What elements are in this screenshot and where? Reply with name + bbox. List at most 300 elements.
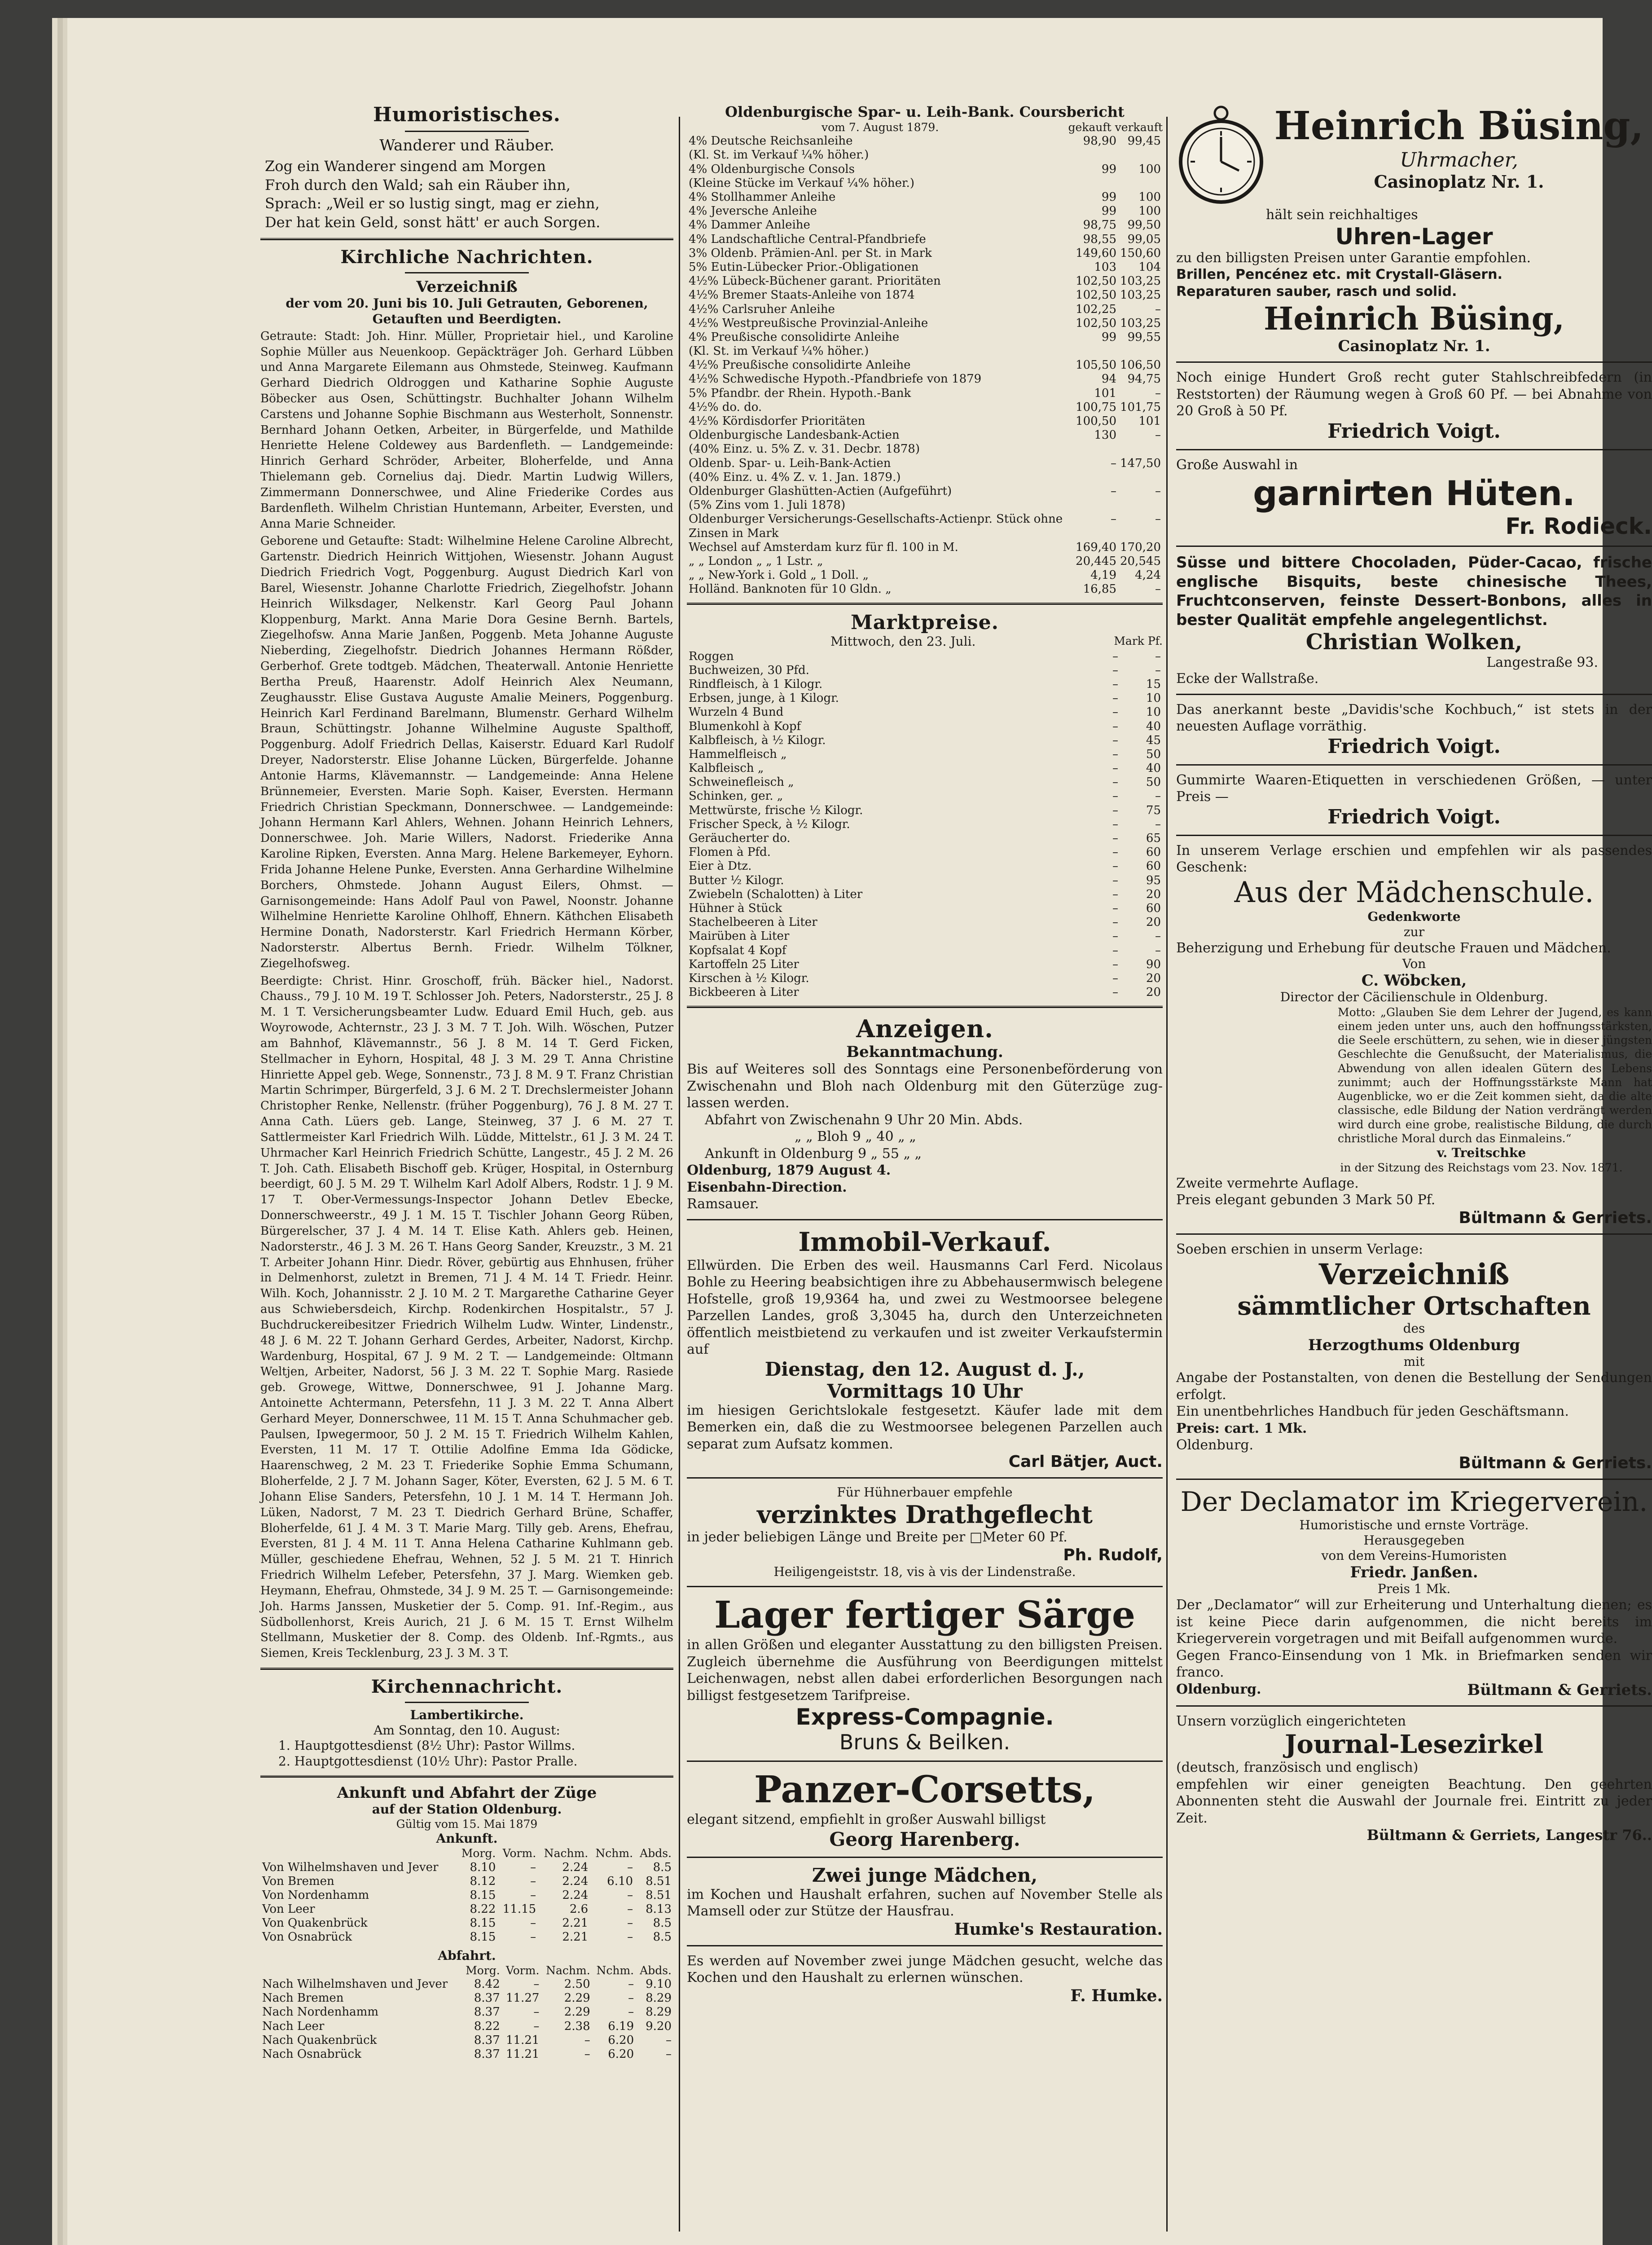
- table-cell: Von Leer: [262, 1902, 315, 1916]
- table-row: [687, 148, 1163, 162]
- divider: [1176, 694, 1652, 695]
- arrival-table: [260, 1846, 673, 1944]
- table-cell: –: [530, 1860, 536, 1874]
- table-cell: [1118, 471, 1163, 484]
- table-row: [687, 163, 1163, 176]
- table-cell: Kalbfleisch „: [689, 762, 764, 775]
- table-cell: –: [1112, 691, 1118, 705]
- table-cell: 103,25: [1120, 316, 1161, 330]
- corset-heading: Panzer-Corsetts,: [754, 1768, 1096, 1812]
- table-cell: –: [530, 1888, 536, 1902]
- table-cell: (5% Zins vom 1. Juli 1878): [689, 498, 846, 512]
- table-cell: –: [627, 1902, 633, 1916]
- table-header: Nchm.: [596, 1963, 634, 1977]
- exchange-table: [687, 134, 1163, 596]
- table-cell: Mairüben à Liter: [689, 929, 790, 943]
- table-row: [260, 1977, 673, 1991]
- table-cell: 40: [1146, 762, 1161, 775]
- declamator-sub: Humoristische und ernste Vorträge.: [1299, 1517, 1529, 1532]
- book-motto-sign-2: in der Sitzung des Reichstags vom 23. Nov. 1871.: [1340, 1161, 1623, 1175]
- table-row: [687, 134, 1163, 148]
- table-row: [687, 804, 1163, 818]
- divider: [687, 1586, 1163, 1587]
- table-cell: [260, 1846, 456, 1860]
- col-bought: gekauft: [1068, 121, 1112, 134]
- table-row: [687, 247, 1163, 260]
- table-cell: 11.15: [502, 1902, 536, 1916]
- table-cell: Roggen: [689, 649, 734, 663]
- table-cell: –: [1112, 719, 1118, 733]
- table-header: Nachm.: [544, 1847, 589, 1860]
- places-title-2: sämmtlicher Ortschaften: [1237, 1291, 1591, 1321]
- table-row: [260, 2047, 673, 2061]
- table-cell: Rindfleisch, à 1 Kilogr.: [689, 677, 823, 691]
- table-row: [687, 859, 1163, 873]
- table-cell: –: [1112, 943, 1118, 957]
- table-cell: [1074, 148, 1118, 162]
- column-rule: [679, 117, 680, 2232]
- register-subtitle: der vom 20. Juni bis 10. Juli Getrauten, Geborenen, Getauften und Beerdigten.: [286, 296, 648, 326]
- table-cell: 2.6: [569, 1902, 589, 1916]
- table-row: [260, 1888, 673, 1902]
- places-text: Angabe der Postanstalten, von denen die Bestellung der Sendungen erfolgt.: [1176, 1370, 1652, 1403]
- table-cell: Eier à Dtz.: [689, 859, 752, 873]
- table-cell: Buchweizen, 30 Pfd.: [689, 663, 809, 677]
- married-list: Getraute: Stadt: Joh. Hinr. Müller, Proprietair hiel., und Karoline Sophie Müller aus Neuenkoop. Gepäckträger Joh. Gerhard Lübben und Anna Margarete Eilemann aus Ohmstede, Steinweg. Kaufmann Gerhard Diedrich Oldroggen und Katharine Sophie Auguste Böbecker aus Osen, Schüttingstr. Buchhalter Johann Wilhelm Carstens und Johanne Sophie Bischmann aus Westerholt, Sonnenstr. Bernhard Johann Oetken, Arbeiter, in Bürgerfelde, und Mathilde Henriette Helene Coldewey aus Bardenfleth. — Landgemeinde: Hinrich Gerhard Schröder, Arbeiter, Bloherfelde, und Anna Thielemann geb. Cornelius daj. Diedr. Martin Ludwig Willers, Zimmermann Donnerschwee, und Aline Friederike Cordes aus Bardenfleth. Wilhelm Christian Huntemann, Arbeiter, Eversten, und Anna Marie Schneider.: [260, 329, 673, 531]
- table-row: [260, 1902, 673, 1916]
- places-mit: mit: [1403, 1354, 1425, 1369]
- table-cell: 6.10: [607, 1874, 633, 1888]
- table-row: [687, 358, 1163, 372]
- table-cell: 102,50: [1076, 274, 1117, 288]
- maids-heading: Zwei junge Mädchen,: [812, 1864, 1038, 1886]
- table-row: [687, 498, 1163, 512]
- table-cell: –: [1112, 832, 1118, 845]
- table-cell: 8.37: [474, 2047, 500, 2061]
- table-cell: 99: [1101, 162, 1117, 176]
- exchange-cols: [1068, 120, 1163, 134]
- table-cell: 50: [1146, 747, 1161, 761]
- table-cell: 65: [1146, 832, 1161, 845]
- table-row: [260, 2005, 673, 2019]
- table-cell: –: [1155, 663, 1161, 677]
- corset-text: elegant sitzend, empfiehlt in großer Auswahl billigst: [687, 1812, 1046, 1828]
- table-cell: 4,19: [1090, 568, 1117, 582]
- table-cell: 4% Stollhammer Anleihe: [689, 190, 836, 204]
- table-cell: –: [1112, 663, 1118, 677]
- declamator-sign-row: [1176, 1681, 1652, 1699]
- exchange-date: vom 7. August 1879.: [822, 121, 939, 134]
- table-cell: 102,50: [1076, 316, 1117, 330]
- watchmaker-address: Casinoplatz Nr. 1.: [1374, 172, 1544, 192]
- table-cell: 98,90: [1083, 134, 1117, 148]
- table-cell: 5% Pfandbr. der Rhein. Hypoth.-Bank: [689, 386, 911, 400]
- cookbook-merchant: Friedrich Voigt.: [1327, 735, 1501, 758]
- table-cell: 4½% Preußische consolidirte Anleihe: [689, 358, 911, 372]
- table-cell: 8.51: [646, 1888, 672, 1902]
- table-row: [687, 512, 1163, 540]
- table-header: Vorm.: [502, 1847, 536, 1860]
- divider: [1176, 835, 1652, 836]
- table-row: [687, 457, 1163, 471]
- places-pre: Soeben erschien in unserm Verlage:: [1176, 1241, 1424, 1257]
- divider: [687, 1857, 1163, 1858]
- table-cell: Wurzeln 4 Bund: [689, 705, 784, 719]
- arrival-rows: [260, 1861, 673, 1945]
- table-cell: –: [1111, 484, 1117, 498]
- table-cell: [1074, 442, 1118, 456]
- watchmaker-line: Brillen, Pencénez etc. mit Crystall-Gläsern.: [1176, 267, 1503, 282]
- table-cell: 102,25: [1076, 302, 1117, 316]
- col-sold: verkauft: [1115, 121, 1163, 134]
- table-row: [687, 832, 1163, 845]
- table-row: [687, 372, 1163, 386]
- maids-wanted-text: Es werden auf November zwei junge Mädchen gesucht, welche das Kochen und den Haushalt zu erlernen wünschen.: [687, 1953, 1163, 1986]
- table-cell: 98,55: [1083, 232, 1117, 246]
- declamator-hg: Herausgegeben: [1363, 1533, 1465, 1548]
- table-cell: 98,75: [1083, 218, 1117, 232]
- table-cell: Nach Quakenbrück: [262, 2033, 377, 2047]
- hats-pre: Große Auswahl in: [1176, 457, 1298, 473]
- chocolate-address: Langestraße 93.: [1486, 655, 1598, 670]
- table-cell: –: [1155, 582, 1161, 596]
- table-cell: Zwiebeln (Schalotten) à Liter: [689, 887, 863, 901]
- table-cell: Nach Bremen: [262, 1991, 344, 2005]
- places-price: Preis: cart. 1 Mk.: [1176, 1420, 1307, 1436]
- table-row: [687, 650, 1163, 664]
- table-cell: 100,75: [1076, 400, 1117, 414]
- church-name: Lambertikirche.: [410, 1708, 524, 1723]
- table-cell: [1118, 498, 1163, 512]
- table-cell: –: [1112, 957, 1118, 971]
- declamator-price: Preis 1 Mk.: [1377, 1581, 1451, 1597]
- table-cell: 8.15: [470, 1888, 496, 1902]
- table-row: [260, 2020, 673, 2034]
- divider: [1176, 449, 1652, 450]
- book-motto-sign: v. Treitschke: [1437, 1145, 1526, 1161]
- coffin-company: Express-Compagnie.: [795, 1704, 1054, 1730]
- table-cell: –: [1112, 803, 1118, 817]
- book-von: Von: [1402, 956, 1426, 972]
- newspaper-page: [67, 18, 1652, 2245]
- table-cell: –: [1112, 859, 1118, 873]
- table-cell: Von Osnabrück: [262, 1930, 352, 1944]
- table-row: [687, 541, 1163, 555]
- table-cell: [1118, 148, 1163, 162]
- table-cell: Kirschen à ½ Kilogr.: [689, 971, 809, 985]
- table-cell: 4% Jeversche Anleihe: [689, 204, 817, 218]
- humor-heading: Humoristisches.: [373, 103, 561, 126]
- watchmaker-address-2: Casinoplatz Nr. 1.: [1338, 337, 1490, 355]
- table-cell: 4½% Carlsruher Anleihe: [689, 302, 835, 316]
- table-cell: 3% Oldenb. Prämien-Anl. per St. in Mark: [689, 246, 932, 260]
- table-cell: 2.38: [564, 2019, 590, 2033]
- table-cell: –: [1112, 733, 1118, 747]
- table-cell: [1118, 344, 1163, 358]
- table-row: [260, 1916, 673, 1930]
- departure-table: [260, 1963, 673, 2061]
- table-cell: –: [1155, 512, 1161, 526]
- table-cell: –: [1112, 789, 1118, 803]
- table-row: [687, 888, 1163, 902]
- labels-text: Gummirte Waaren-Etiquetten in verschiedenen Größen, — unter Preis —: [1176, 772, 1652, 805]
- table-cell: –: [1112, 901, 1118, 915]
- divider: [260, 1775, 673, 1778]
- book-edition: Zweite vermehrte Auflage.: [1176, 1175, 1359, 1191]
- table-cell: 11.27: [505, 1991, 540, 2005]
- trains-heading: Ankunft und Abfahrt der Züge: [337, 1783, 597, 1802]
- table-cell: Von Nordenhamm: [262, 1888, 369, 1902]
- exchange-heading: Oldenburgische Spar- u. Leih-Bank. Coursbericht: [725, 103, 1125, 120]
- poem: [265, 157, 673, 232]
- trains-subheading: auf der Station Oldenburg.: [372, 1801, 562, 1817]
- table-cell: Von Bremen: [262, 1874, 334, 1888]
- coffin-owners: Bruns & Beilken.: [839, 1730, 1011, 1755]
- table-cell: „ „ New-York i. Gold „ 1 Doll. „: [689, 568, 869, 582]
- table-header: Nchm.: [595, 1847, 633, 1860]
- table-cell: 9.10: [646, 1977, 672, 1991]
- pens-merchant: Friedrich Voigt.: [1327, 419, 1501, 443]
- estate-text: Ellwürden. Die Erben des weil. Hausmanns Carl Ferd. Nicolaus Bohle zu Heering beabsichtigen ihre zu Abbehausermwisch belegene Hofstelle, groß 19,9364 ha, und zwei zu Westmoorsee belegene Parzellen Landes, groß 3,3045 ha, durch den Unterzeichneten öffentlich meistbietend zu verkaufen und ist zweiter Verkaufstermin auf: [687, 1257, 1163, 1358]
- table-cell: 4% Deutsche Reichsanleihe: [689, 134, 853, 148]
- table-cell: 95: [1146, 873, 1161, 887]
- divider: [1176, 1479, 1652, 1480]
- table-cell: 40: [1146, 719, 1161, 733]
- table-row: [687, 902, 1163, 916]
- table-row: [687, 303, 1163, 317]
- pocket-watch-icon: [1176, 103, 1266, 207]
- divider: [687, 603, 1163, 605]
- table-cell: Nach Leer: [262, 2019, 325, 2033]
- table-cell: 16,85: [1083, 582, 1117, 596]
- table-row: [260, 1991, 673, 2005]
- table-cell: 99,05: [1127, 232, 1161, 246]
- table-cell: 94: [1101, 372, 1117, 386]
- table-cell: 6.20: [608, 2047, 634, 2061]
- table-cell: 4½% Kördisdorfer Prioritäten: [689, 414, 866, 428]
- table-row: [687, 944, 1163, 958]
- table-cell: 2.21: [562, 1930, 589, 1944]
- declamator-von: von dem Vereins-Humoristen: [1321, 1548, 1507, 1563]
- table-cell: –: [1155, 386, 1161, 400]
- table-cell: [260, 1963, 461, 1977]
- table-row: [687, 555, 1163, 568]
- chocolate-address-2: Ecke der Wallstraße.: [1176, 671, 1319, 687]
- divider: [1176, 764, 1652, 766]
- table-cell: 75: [1146, 803, 1161, 817]
- table-row: [687, 748, 1163, 762]
- table-row: [687, 789, 1163, 803]
- table-row: [687, 720, 1163, 734]
- table-cell: –: [533, 2005, 540, 2019]
- table-cell: –: [1155, 943, 1161, 957]
- table-header: Abds.: [640, 1847, 672, 1860]
- announcement-dept: Eisenbahn-Direction.: [687, 1179, 847, 1195]
- table-cell: –: [1111, 512, 1117, 526]
- column-right: [1176, 103, 1652, 1844]
- table-cell: 100: [1138, 162, 1161, 176]
- divider: [687, 1761, 1163, 1762]
- table-cell: –: [1112, 986, 1118, 999]
- table-cell: Nach Osnabrück: [262, 2047, 361, 2061]
- watchmaker-header: [1266, 103, 1652, 192]
- declamator-text: Der „Declamator“ will zur Erheiterung und Unterhaltung dienen; es ist keine Piece darin aufgenommen, die nicht bereits im Kriegerverein vorgetragen und mit Beifall aufgenommen wurde.: [1176, 1597, 1652, 1647]
- announcement-heading: Bekanntmachung.: [846, 1043, 1003, 1061]
- table-cell: (40% Einz. u. 4% Z. v. 1. Jan. 1879.): [689, 470, 901, 484]
- table-cell: –: [530, 1930, 536, 1944]
- table-cell: 103,25: [1120, 288, 1161, 302]
- table-cell: 8.37: [474, 2005, 500, 2019]
- poem-line: Sprach: „Weil er so lustig singt, mag er ziehn,: [265, 195, 600, 212]
- divider: [687, 1219, 1163, 1220]
- wire-heading: verzinktes Drathgeflecht: [757, 1500, 1093, 1529]
- table-cell: –: [584, 2047, 590, 2061]
- table-cell: 45: [1146, 733, 1161, 747]
- table-row: [687, 484, 1163, 498]
- table-cell: 170,20: [1120, 540, 1161, 554]
- table-row: [687, 775, 1163, 789]
- cookbook-text: Das anerkannt beste „Davidis'sche Kochbuch,“ ist stets in der neuesten Auflage vorräthig.: [1176, 701, 1652, 734]
- table-cell: –: [1112, 775, 1118, 789]
- table-cell: –: [1155, 929, 1161, 943]
- table-cell: –: [1155, 789, 1161, 803]
- table-row: [687, 218, 1163, 232]
- table-cell: 147,50: [1120, 456, 1161, 470]
- ads-heading: Anzeigen.: [856, 1014, 993, 1043]
- table-cell: –: [1155, 817, 1161, 831]
- table-cell: 94,75: [1127, 372, 1161, 386]
- table-cell: Oldenburger Glashütten-Actien (Aufgeführt): [689, 484, 952, 498]
- table-cell: Oldenburgische Landesbank-Actien: [689, 428, 900, 442]
- watchmaker-stock: Uhren-Lager: [1335, 223, 1493, 250]
- table-cell: –: [627, 1916, 633, 1930]
- table-cell: Hammelfleisch „: [689, 747, 787, 761]
- chocolate-text: Süsse und bittere Chocoladen, Püder-Cacao, frische englische Bisquits, beste chinesische Thees, Fruchtconserven, feinste Dessert-Bonbons, alles in bester Qualität empfehle angelegentlichst.: [1176, 554, 1652, 629]
- table-cell: –: [530, 1916, 536, 1930]
- table-header-row: [260, 1846, 673, 1860]
- table-cell: 4% Landschaftliche Central-Pfandbriefe: [689, 232, 926, 246]
- table-cell: –: [584, 2033, 590, 2047]
- table-cell: 106,50: [1120, 358, 1161, 372]
- table-cell: 11.21: [505, 2047, 540, 2061]
- book-line: Beherzigung und Erhebung für deutsche Frauen und Mädchen.: [1176, 940, 1611, 956]
- market-date: Mittwoch, den 23. Juli.: [830, 634, 976, 649]
- places-title-1: Verzeichniß: [1318, 1258, 1510, 1292]
- market-heading: Marktpreise.: [851, 611, 999, 634]
- journal-sub: (deutsch, französisch und englisch): [1176, 1760, 1419, 1776]
- table-cell: 8.5: [653, 1916, 672, 1930]
- table-cell: Mettwürste, frische ½ Kilogr.: [689, 803, 863, 817]
- table-cell: 4,24: [1135, 568, 1161, 582]
- table-cell: –: [1112, 762, 1118, 775]
- table-cell: 8.51: [646, 1874, 672, 1888]
- journal-pre: Unsern vorzüglich eingerichteten: [1176, 1713, 1406, 1729]
- divider: [1176, 1233, 1652, 1235]
- wire-pre: Für Hühnerbauer empfehle: [837, 1485, 1013, 1500]
- table-cell: 2.29: [564, 1991, 590, 2005]
- table-cell: 105,50: [1076, 358, 1117, 372]
- table-cell: Erbsen, junge, à 1 Kilogr.: [689, 691, 839, 705]
- departure-rows: [260, 1977, 673, 2061]
- market-cols: Mark Pf.: [1114, 634, 1163, 648]
- table-cell: 2.24: [562, 1888, 589, 1902]
- births-list: Geborene und Getaufte: Stadt: Wilhelmine Helene Caroline Albrecht, Gartenstr. Diedrich Heinrich Wittjohen, Wiesenstr. Johann August Diedrich Friedrich Vogt, Poggenburg. August Diedrich Karl von Barel, Wiesenstr. Johanne Charlotte Friedrich, Ziegelhofstr. Johann Heinrich Wilksdager, Nelkenstr. Karl Georg Paul Johann Kloppenburg, Markt. Anna Marie Dora Gesine Bernh. Bartels, Ziegelhofsw. Anna Marie Janßen, Poggenb. Meta Johanne Auguste Nieberding, Ziegelhofstr. Diedrich Johannes Hermann Rößder, Gerberhof. Grete todtgeb. Mädchen, Theaterwall. Antonie Henriette Bertha Preuß, Haarenstr. Adolf Heinrich Alex Neumann, Zeughausstr. Elise Gustava Auguste Amalie Meiners, Poggenburg. Heinrich Karl Ferdinand Barelmann, Blumenstr. Gerhard Wilhelm Braun, Schüttingstr. Johanne Wilhelmine Auguste Spalthoff, Poggenburg. Adolf Friedrich Dellas, Kaiserstr. Eduard Karl Rudolf Dreyer, Nadorsterstr. Elise Johanne Lücken, Bürgerfelde. Johanne Antonie Harms, Klävemannstr. — Landgemeinde: Anna Helene Brünnemeier, Eversten. Marie Soph. Kaiser, Eversten. Hermann Friedrich Christian Speckmann, Donnerschwee. — Landgemeinde: Johann Hermann Karl Ahlers, Wehnen. Johann Heinrich Lehners, Donnerschwee. Joh. Marie Willers, Nadorst. Friederike Anna Karoline Ripken, Eversten. Anna Marg. Helene Barkemeyer, Eyhorn. Frida Johanne Helene Punke, Eversten. Anna Gerhardine Wilhelmine Borchers, Ohmstede. Johann August Eilers, Ohmst. — Garnisongemeinde: Hans Adolf Paul von Pawel, Noonstr. Johanne Wilhelmine Henriette Karoline Ohlhoff, Ehnern. Käthchen Elisabeth Hermine Donath, Nadorsterstr. Karl Friedrich Hermann Körber, Nadorsterstr. Albertus Bernh. Friedr. Wilhelm Tölkner, Ziegelhofsweg.: [260, 534, 673, 970]
- table-cell: –: [1155, 302, 1161, 316]
- table-cell: (Kl. St. im Verkauf ¼% höher.): [689, 344, 869, 358]
- church-heading: Kirchliche Nachrichten.: [340, 247, 593, 268]
- declamator-author: Friedr. Janßen.: [1350, 1563, 1478, 1582]
- service-2: 2. Hauptgottesdienst (10½ Uhr): Pastor Pralle.: [278, 1753, 578, 1769]
- table-row: [687, 330, 1163, 344]
- table-cell: 2.29: [564, 2005, 590, 2019]
- estate-time: Vormittags 10 Uhr: [827, 1380, 1023, 1402]
- table-cell: 169,40: [1076, 540, 1117, 554]
- journal-text: empfehlen wir einer geneigten Beachtung. Den geehrten Abonnenten steht die Auswahl der Journale frei. Eintritt zu jeder Zeit.: [1176, 1776, 1652, 1826]
- coffin-text: in allen Größen und eleganter Ausstattung zu den billigsten Preisen. Zugleich übernehme die Ausführung von Beerdigungen mittelst Leichenwagen, nebst allen dabei erforderlichen Besorgungen nach billigst festgesetzem Tarifpreise.: [687, 1637, 1163, 1704]
- trains-valid: Gültig vom 15. Mai 1879: [396, 1817, 538, 1831]
- divider: [1176, 546, 1652, 547]
- watchmaker-line: hält sein reichhaltiges: [1266, 207, 1418, 223]
- table-cell: Stachelbeeren à Liter: [689, 916, 817, 929]
- table-row: [687, 762, 1163, 775]
- table-cell: 100,50: [1076, 414, 1117, 428]
- declamator-publisher: Bültmann & Gerriets.: [1467, 1681, 1652, 1699]
- poem-title: Wanderer und Räuber.: [379, 136, 554, 154]
- table-cell: 6.19: [608, 2019, 634, 2033]
- book-motto: Motto: „Glauben Sie dem Lehrer der Jugend, es kann einem jeden unter uns, auch den hoffnungsstärksten, die Seele erschüttern, zu sehen, wie in dieser jüngsten Geschlechte die Genußsucht, der Materialismus, die Abwendung von allen idealen Gütern des Lebens zunimmt; auch der Hoffnungsstärkste Mann hat Augenblicke, wo er die Zeit kommen sieht, da die alte classische, edle Bildung der Nation verdrängt werden wird durch eine grobe, realistische Bildung, die durch christliche Moral durch das Einmaleins.“: [1338, 1005, 1652, 1145]
- watchmaker-name: Heinrich Büsing,: [1274, 103, 1644, 149]
- divider: [687, 1945, 1163, 1946]
- table-cell: –: [1112, 817, 1118, 831]
- table-cell: Oldenburger Versicherungs-Gesellschafts-Actienpr. Stück ohne Zinsen in Mark: [689, 512, 1063, 540]
- book-publisher: Bültmann & Gerriets.: [1459, 1208, 1652, 1227]
- table-cell: 20,445: [1076, 554, 1117, 568]
- table-cell: –: [1155, 649, 1161, 663]
- book-subtitle: Gedenkworte: [1367, 909, 1461, 924]
- table-cell: 100: [1138, 204, 1161, 218]
- table-cell: –: [666, 2047, 672, 2061]
- table-cell: 5% Eutin-Lübecker Prior.-Obligationen: [689, 260, 919, 274]
- exchange-head-row: [687, 120, 1163, 134]
- table-row: [687, 874, 1163, 888]
- divider: [687, 1006, 1163, 1008]
- watchmaker-ad: [1176, 103, 1652, 207]
- declamator-text-2: Gegen Franco-Einsendung von 1 Mk. in Briefmarken senden wir franco.: [1176, 1647, 1652, 1681]
- estate-date: Dienstag, den 12. August d. J.,: [764, 1358, 1085, 1380]
- table-cell: 103,25: [1120, 274, 1161, 288]
- table-cell: Nach Wilhelmshaven und Jever: [262, 1977, 448, 1991]
- declamator-title: Der Declamator im Kriegerverein.: [1180, 1486, 1648, 1518]
- table-cell: 8.13: [646, 1902, 672, 1916]
- divider: [405, 1702, 529, 1703]
- places-text-2: Ein unentbehrliches Handbuch für jeden Geschäftsmann.: [1176, 1404, 1569, 1420]
- table-cell: Oldenb. Spar- u. Leih-Bank-Actien: [689, 456, 891, 470]
- table-cell: [1074, 471, 1118, 484]
- table-cell: Hühner à Stück: [689, 901, 782, 915]
- table-cell: 10: [1146, 705, 1161, 719]
- table-cell: –: [1112, 845, 1118, 859]
- table-row: [687, 568, 1163, 582]
- table-cell: Geräucherter do.: [689, 832, 791, 845]
- table-cell: –: [628, 2005, 634, 2019]
- table-cell: 8.5: [653, 1860, 672, 1874]
- church-notice-heading: Kirchennachricht.: [371, 1676, 563, 1698]
- table-row: [687, 916, 1163, 929]
- table-cell: 150,60: [1120, 246, 1161, 260]
- table-cell: –: [627, 1888, 633, 1902]
- register-title: Verzeichniß: [416, 278, 518, 296]
- divider: [260, 238, 673, 240]
